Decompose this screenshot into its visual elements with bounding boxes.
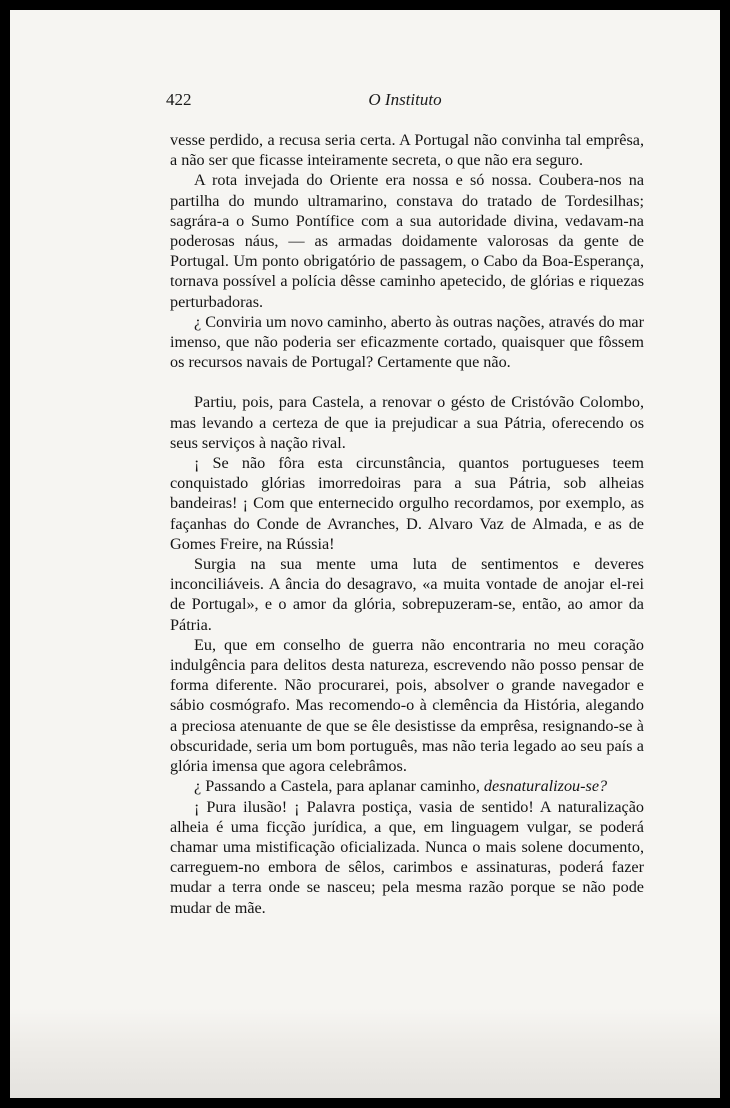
paragraph: Surgia na sua mente uma luta de sentimentos e deveres inconciliáveis. A ância do desagravo, «a muita vontade de anojar el-rei de Portugal», e o amor da glória, sobrepuzeram-se, então, ao amor da Pátria. xyxy=(170,555,644,634)
paragraph: vesse perdido, a recusa seria certa. A Portugal não convinha tal emprêsa, a não ser que ficasse inteiramente secreta, o que não era seguro. xyxy=(170,131,644,170)
page-bottom-edge xyxy=(10,1008,720,1098)
paragraph: ¿ Conviria um novo caminho, aberto às outras nações, através do mar imenso, que não poderia ser eficazmente cortado, quaisquer que fôssem os recursos navais de Portugal? Certamente que não. xyxy=(170,312,644,372)
paragraph: ¡ Pura ilusão! ¡ Palavra postiça, vasia de sentido! A naturalização alheia é uma ficção jurídica, a que, em linguagem vulgar, se poderá chamar uma mistificação oficializada. Nunca o mais solene documento, carreguem-no embora de sêlos, carimbos e assinaturas, poderá fazer mudar a terra onde se nasceu; pela mesma razão porque se não pode mudar de mãe. xyxy=(170,797,644,917)
body-text xyxy=(170,130,644,918)
italic-term: desnaturalizou-se? xyxy=(483,777,608,796)
running-title: O Instituto xyxy=(368,90,442,109)
book-page xyxy=(10,10,720,1098)
paragraph-text: ¿ Passando a Castela, para aplanar caminho, xyxy=(194,777,484,796)
paragraph: ¡ Se não fôra esta circunstância, quantos portugueses teem conquistado glórias imorredoiras para a sua Pátria, sob alheias bandeiras! ¡ Com que enternecido orgulho recordamos, por exemplo, as façanhas do Conde de Avranches, D. Alvaro Vaz de Almada, e as de Gomes Freire, na Rússia! xyxy=(170,454,644,553)
page-number: 422 xyxy=(166,90,192,109)
paragraph: Partiu, pois, para Castela, a renovar o gésto de Cristóvão Colombo, mas levando a certeza de que ia prejudicar a sua Pátria, oferecendo os seus serviços à nação rival. xyxy=(170,393,644,452)
paragraph xyxy=(170,776,644,796)
paragraph: A rota invejada do Oriente era nossa e só nossa. Coubera-nos na partilha do mundo ultramarino, constava do tratado de Tordesilhas; sagrára-a o Sumo Pontífice com a sua autoridade divina, vedavam-na poderosas náus, — as armadas doidamente valorosas da gente de Portugal. Um ponto obrigatório de passagem, o Cabo da Boa-Esperança, tornava possível a polícia dêsse caminho apetecido, de glórias e riquezas perturbadoras. xyxy=(170,171,644,311)
paragraph: Eu, que em conselho de guerra não encontraria no meu coração indulgência para delitos desta natureza, escrevendo não posso pensar de forma diferente. Não procurarei, pois, absolver o grande navegador e sábio cosmógrafo. Mas recomendo-o à clemência da História, alegando a preciosa atenuante de que se êle desistisse da emprêsa, resignando-se à obscuridade, seria um bom português, mas não teria legado ao seu país a glória imensa que agora celebrâmos. xyxy=(170,635,644,776)
